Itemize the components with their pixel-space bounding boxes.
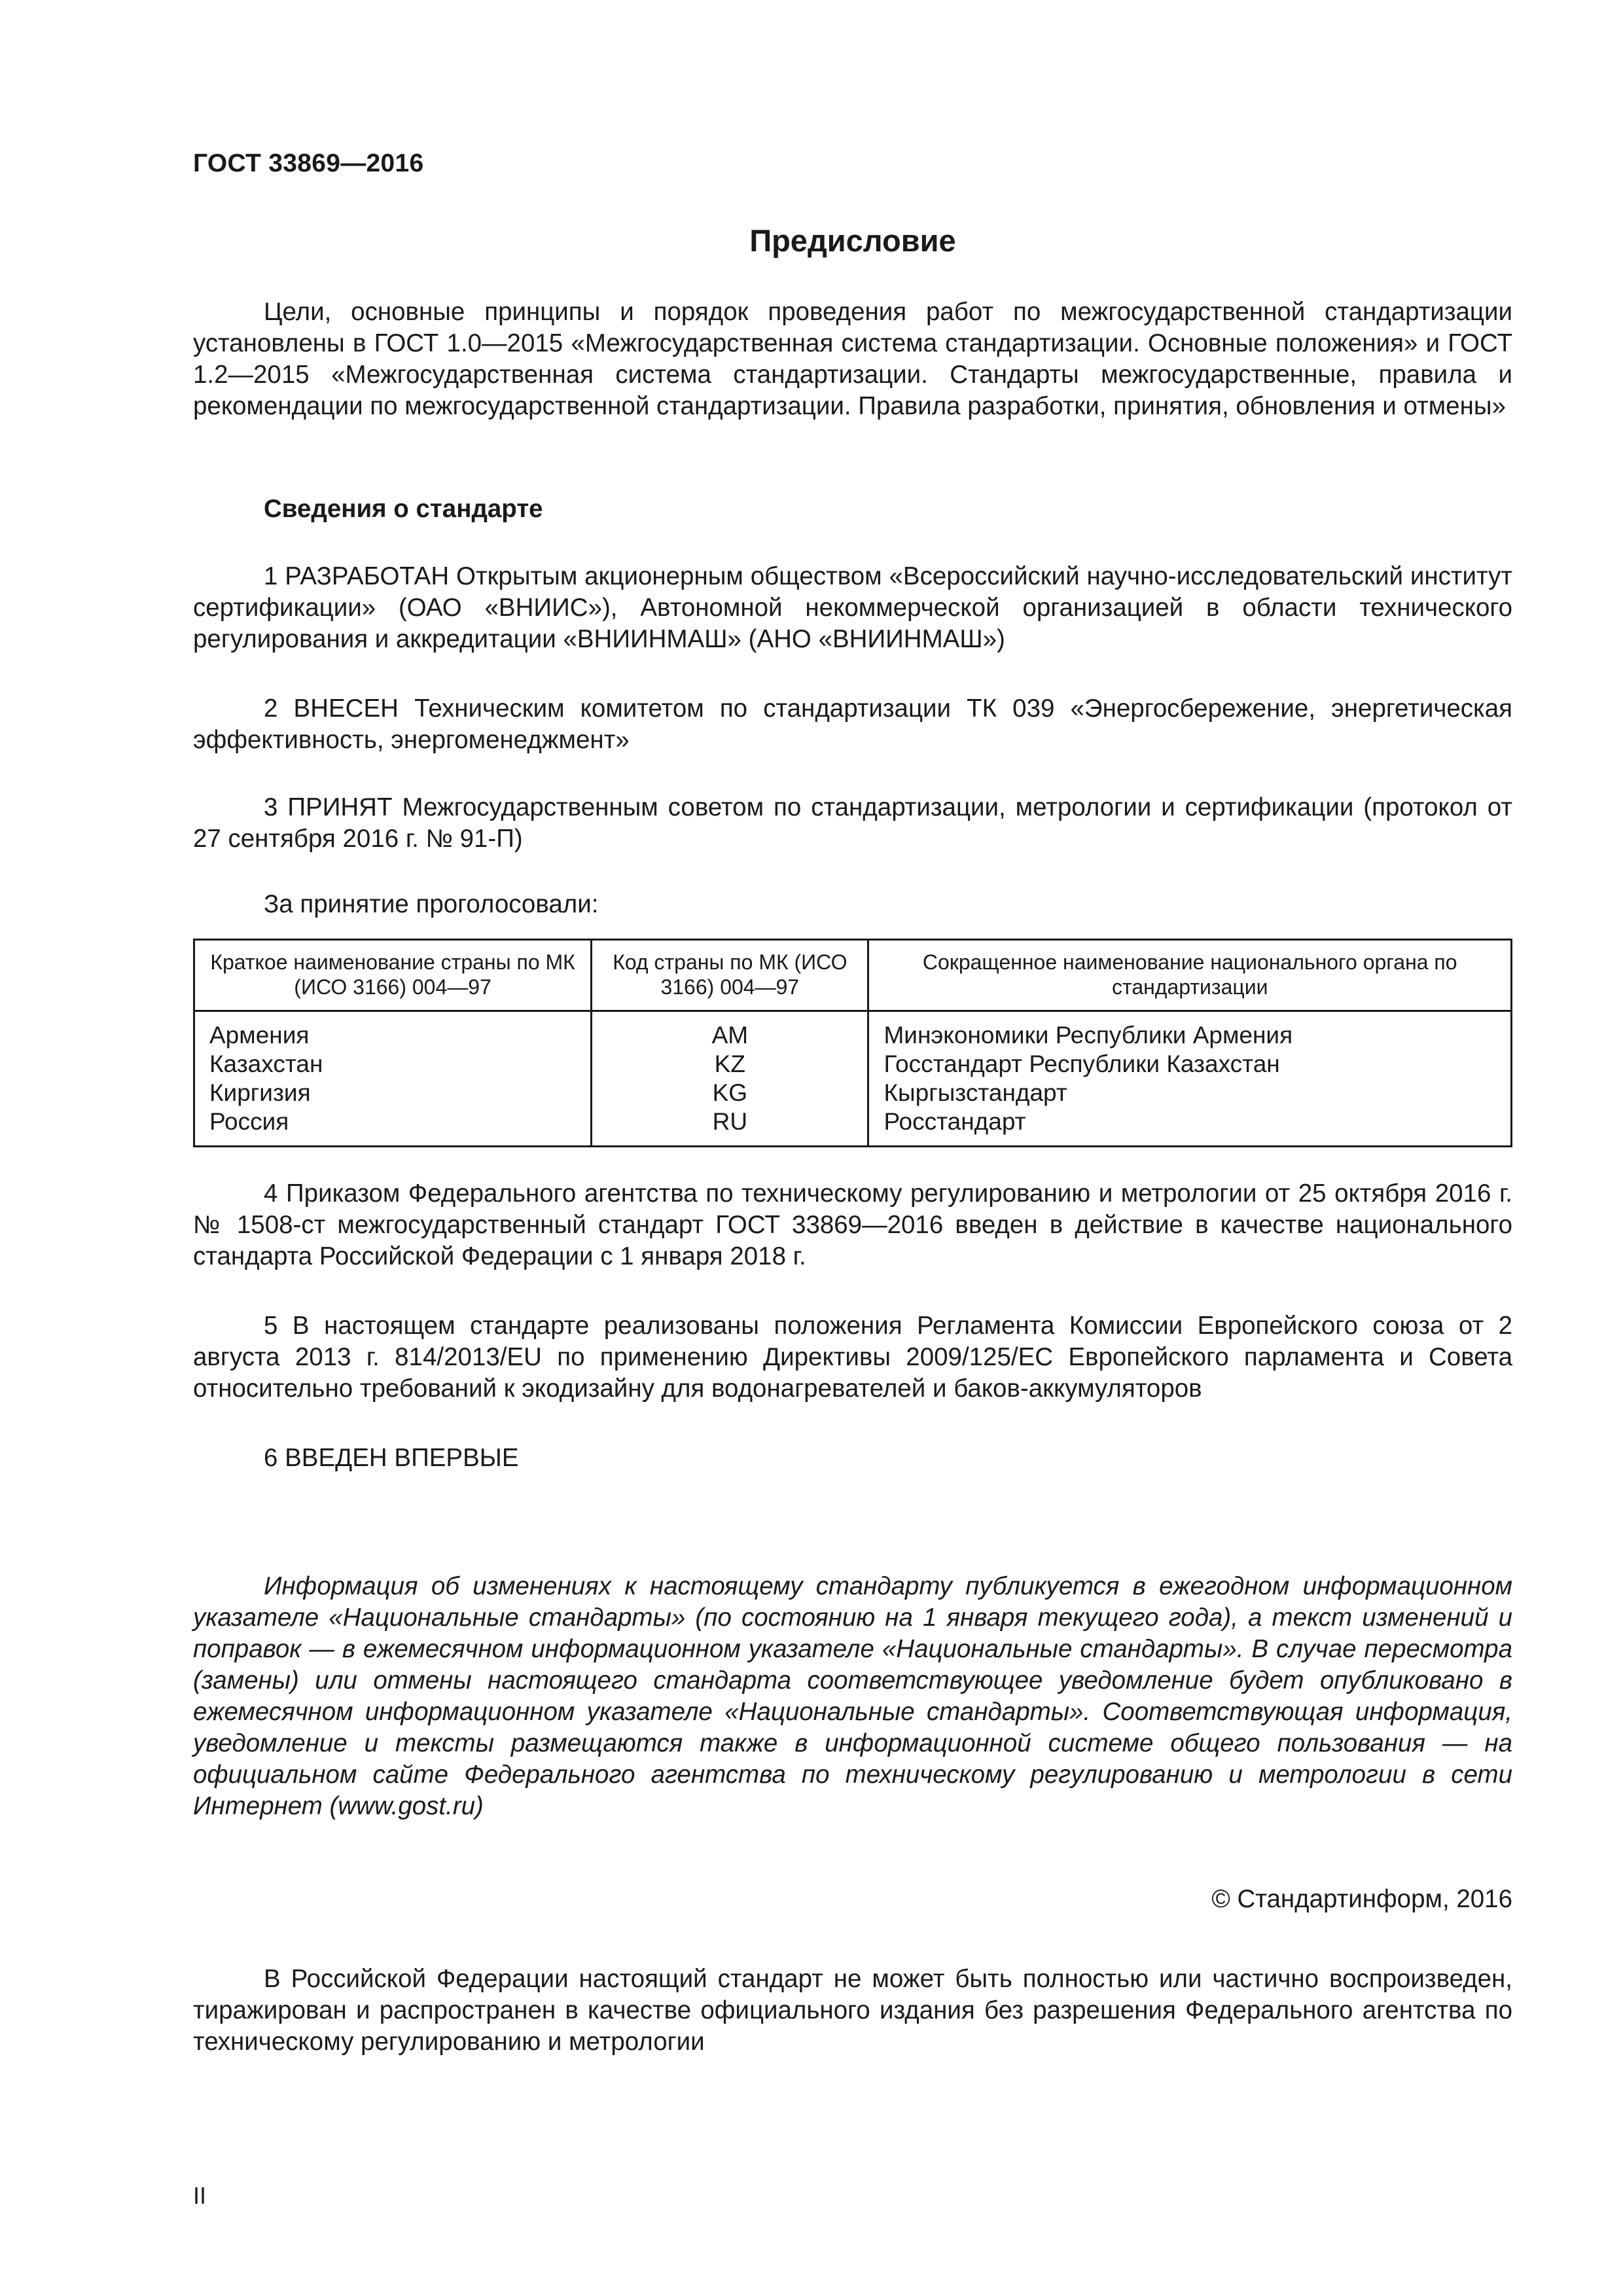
agency-cell: Госстандарт Республики Казахстан [868,1050,1512,1079]
code-cell: AM [592,1011,868,1050]
table-header-code: Код страны по МК (ИСО 3166) 004—97 [592,940,868,1011]
code-cell: KG [592,1079,868,1107]
table-row [194,1011,1512,1050]
country-cell: Армения [209,1022,310,1049]
voting-table [193,939,1512,1147]
item-enacted: 4 Приказом Федерального агентства по техническому регулированию и метрологии от 25 октября 2016 г. № 1508-ст межгосударственный стандарт ГОСТ 33869—2016 введен в действие в качестве национального стандарта Российской Федерации с 1 января 2018 г. [193,1179,1512,1270]
table-row [194,1079,1512,1107]
info-heading: Сведения о стандарте [264,495,543,523]
page-title: Предисловие [749,223,956,258]
item-eu-regulation: 5 В настоящем стандарте реализованы положения Регламента Комиссии Европейского союза от 2 августа 2013 г. 814/2013/EU по применению Директивы 2009/125/EC Европейского парламента и Совета относительно требований к экодизайну для водонагревателей и баков-аккумуляторов [193,1312,1512,1403]
change-notice: Информация об изменениях к настоящему стандарту публикуется в ежегодном информационном указателе «Национальные стандарты» (по состоянию на 1 января текущего года), а текст изменений и поправок — в ежемесячном информационном указателе «Национальные стандарты». В случае пересмотра (замены) или отмены настоящего стандарта соответствующее уведомление будет опубликовано в ежемесячном информационном указателе «Национальные стандарты». Соответствующая информация, уведомление и тексты размещаются также в информационной системе общего пользования — на официальном сайте Федерального агентства по техническому регулированию и метрологии в сети Интернет (www.gost.ru) [193,1572,1512,1820]
page-number: II [193,2182,207,2209]
table-header-agency: Сокращенное наименование национального органа по стандартизации [868,940,1512,1011]
table-row [194,1107,1512,1147]
item-adopted: 3 ПРИНЯТ Межгосударственным советом по стандартизации, метрологии и сертификации (протокол от 27 сентября 2016 г. № 91-П) [193,793,1512,853]
code-cell: KZ [592,1050,868,1079]
intro-paragraph: Цели, основные принципы и порядок проведения работ по межгосударственной стандартизации установлены в ГОСТ 1.0—2015 «Межгосударственная система стандартизации. Основные положения» и ГОСТ 1.2—2015 «Межгосударственная система стандартизации. Стандарты межгосударственные, правила и рекомендации по межгосударственной стандартизации. Правила разработки, принятия, обновления и отмены» [193,298,1512,420]
rights-notice: В Российской Федерации настоящий стандарт не может быть полностью или частично воспроизведен, тиражирован и распространен в качестве официального издания без разрешения Федерального агентства по техническому регулированию и метрологии [193,1965,1512,2056]
agency-cell: Минэкономики Республики Армения [868,1011,1512,1050]
agency-cell: Росстандарт [868,1107,1512,1147]
code-cell: RU [592,1107,868,1147]
table-header-country: Краткое наименование страны по МК (ИСО 3166) 004—97 [194,940,592,1011]
country-cell: Россия [209,1108,289,1135]
voted-label: За принятие проголосовали: [264,890,599,918]
table-row [194,1050,1512,1079]
item-developed: 1 РАЗРАБОТАН Открытым акционерным обществом «Всероссийский научно-исследовательский институт сертификации» (ОАО «ВНИИС»), Автономной некоммерческой организацией в области технического регулирования и аккредитации «ВНИИНМАШ» (АНО «ВНИИНМАШ») [193,562,1512,653]
table-header-row [194,940,1512,1011]
item-introduced: 2 ВНЕСЕН Техническим комитетом по стандартизации ТК 039 «Энергосбережение, энергетическая эффективность, энергоменеджмент» [193,694,1512,754]
item-first-introduced: 6 ВВЕДЕН ВПЕРВЫЕ [264,1444,519,1472]
country-cell: Киргизия [209,1079,311,1106]
copyright: © Стандартинформ, 2016 [1211,1885,1512,1913]
agency-cell: Кыргызстандарт [868,1079,1512,1107]
country-cell: Казахстан [209,1050,323,1077]
document-id-header: ГОСТ 33869—2016 [193,149,424,177]
